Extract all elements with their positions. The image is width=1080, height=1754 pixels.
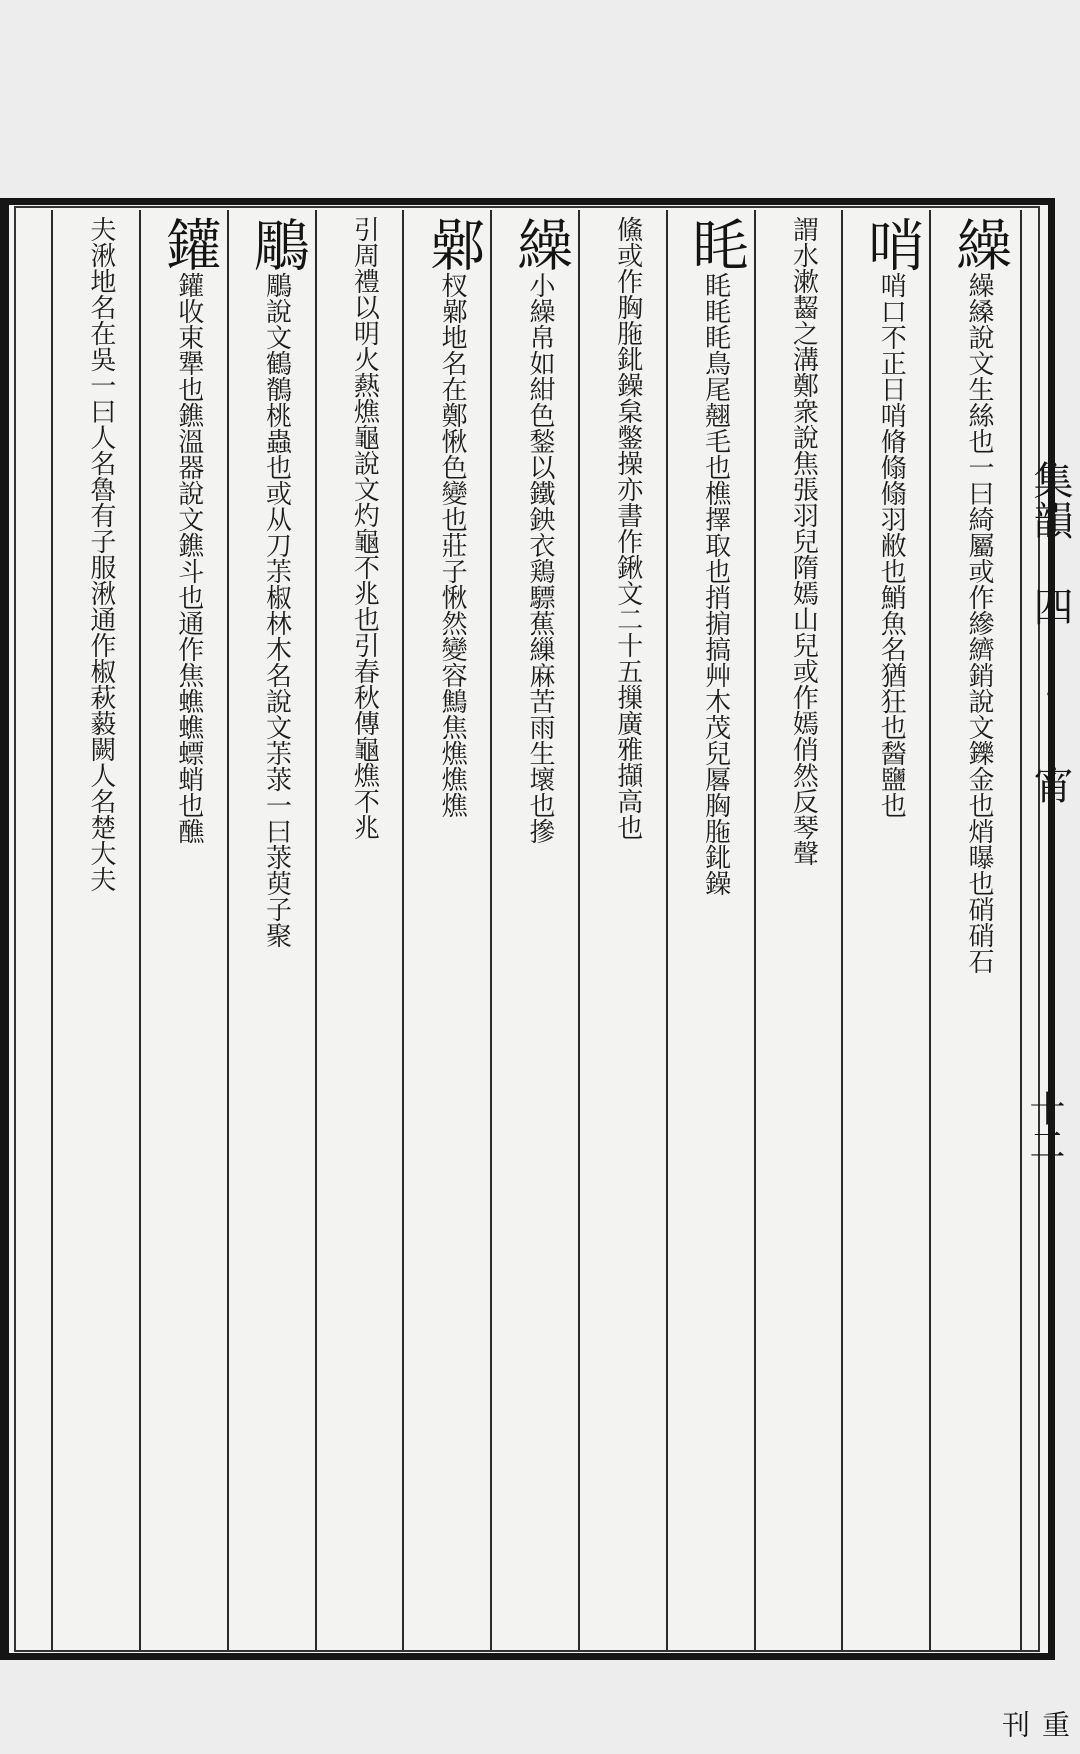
column-text: 引周禮以明火爇燋龜說文灼龜不兆也引春秋傳龜燋不兆 xyxy=(349,216,380,840)
text-column xyxy=(315,210,403,1650)
text-column xyxy=(841,210,929,1650)
text-column xyxy=(666,210,754,1650)
text-column xyxy=(139,210,227,1650)
text-column xyxy=(754,210,842,1650)
page-number: 十二 xyxy=(1024,1090,1065,1162)
column-text: 哨口不正日哨脩翛翛羽敝也鮹魚名猶狂也醔鹽也 xyxy=(876,272,907,818)
column-text: 繰縔說文生絲也一曰綺屬或作縿纃銷說文鑠金也焇曝也硝硝石 xyxy=(964,272,994,974)
text-column xyxy=(51,210,139,1650)
head-character: 眊 xyxy=(683,216,749,272)
head-character: 繰 xyxy=(507,216,573,272)
text-column xyxy=(402,210,490,1650)
column-text: 杈鄵地名在鄭愀色變也莊子愀然變容鷦焦燋燋燋 xyxy=(437,272,468,818)
column-text: 小繰帛如紺色鍫以鐵鉠衣鶏驃蕉繅麻苦雨生壞也摻 xyxy=(524,272,555,844)
column-text: 夫湫地名在吳一曰人名魯有子服湫通作椒萩藙闕人名楚大夫 xyxy=(85,216,116,892)
column-text: 眊眊眊鳥尾翹毛也樵擇取也捎掮搞艸木茂兒厬胸胣鉳鐰 xyxy=(700,272,731,896)
text-column xyxy=(227,210,315,1650)
head-character: 鄵 xyxy=(420,216,486,272)
column-text: 謂水漱齧之溝鄭衆說焦張羽兒隋嫣山兒或作嫣俏然反琴聲 xyxy=(788,216,819,866)
column-text: 鵰說文鶴鶺桃蟲也或从刀茮椒林木名說文茮莍一曰莍萸子聚 xyxy=(261,272,292,948)
column-text: 鑵收束犟也鐎溫器說文鐎斗也通作焦蟭蟭螵蛸也醮 xyxy=(173,272,204,844)
head-character: 鑵 xyxy=(156,216,222,272)
column-text: 鯈或作胸胣鉳鐰枲鐅操亦書作鍬文二十五摷廣雅擷高也 xyxy=(612,216,643,840)
edition-mark: 重刊 xyxy=(998,1710,1071,1738)
text-column xyxy=(490,210,578,1650)
text-column xyxy=(929,210,1017,1650)
head-character: 哨 xyxy=(859,216,925,272)
page-margin xyxy=(998,210,1080,1738)
text-column xyxy=(578,210,666,1650)
head-character: 鵰 xyxy=(244,216,310,272)
text-columns xyxy=(51,210,1017,1650)
head-character: 繰 xyxy=(947,216,1012,272)
margin-title: 集韻 四 · 宵 xyxy=(1027,460,1073,804)
